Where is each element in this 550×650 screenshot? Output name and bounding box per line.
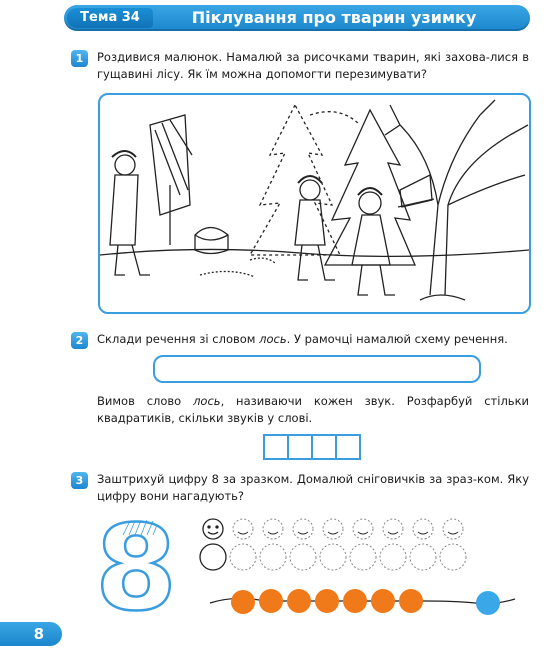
page-title: Піклування про тварин узимку [191, 8, 477, 27]
sound-squares [263, 434, 361, 460]
sentence-scheme-box[interactable] [153, 355, 481, 383]
forest-scene [100, 95, 529, 312]
task-2-subtext-a: Вимов слово [97, 394, 194, 408]
task-2-subtext [97, 393, 529, 427]
task-3-text: Заштрихуй цифру 8 за зразком. Домалюй сніговичків за зраз-ком. Яку цифру вони нагадують? [97, 472, 529, 503]
page-number: 8 [0, 622, 62, 646]
topic-label: Тема 34 [67, 8, 153, 28]
digit-eight[interactable]: 8 [95, 515, 178, 615]
task-2-text-b: . У рамочці намалюй схему речення. [286, 332, 508, 346]
task-2-subtext-b: , називаючи кожен звук. Розфарбуй стільки квадратиків, скільки звуків у слові. [97, 394, 529, 425]
task-3-number: 3 [71, 472, 88, 489]
task-2-text-a: Склади речення зі словом [97, 332, 260, 346]
task-1-text: Роздивися малюнок. Намалюй за рисочками тварин, які захова-лися в гущавині лісу. Як їм можна допомогти перезимувати? [97, 50, 529, 81]
task-2-text [97, 331, 532, 348]
topic-header [64, 5, 530, 31]
digit-snowmen-beads [95, 515, 535, 615]
sound-square[interactable] [265, 436, 287, 458]
task-2-subword: лось [193, 394, 221, 408]
snowmen-faces [238, 532, 458, 534]
task-2-word: лось [259, 332, 287, 346]
sound-square[interactable] [289, 436, 311, 458]
forest-illustration [98, 93, 531, 314]
task-2-number: 2 [71, 332, 88, 349]
bead-blue[interactable] [476, 591, 500, 615]
snowman-sample [200, 519, 226, 570]
task-1-number: 1 [71, 50, 88, 67]
sound-square[interactable] [337, 436, 359, 458]
snowmen-dashed[interactable] [230, 519, 466, 570]
sound-square[interactable] [313, 436, 335, 458]
beads-orange[interactable] [231, 589, 423, 614]
task-3-art [95, 515, 535, 619]
